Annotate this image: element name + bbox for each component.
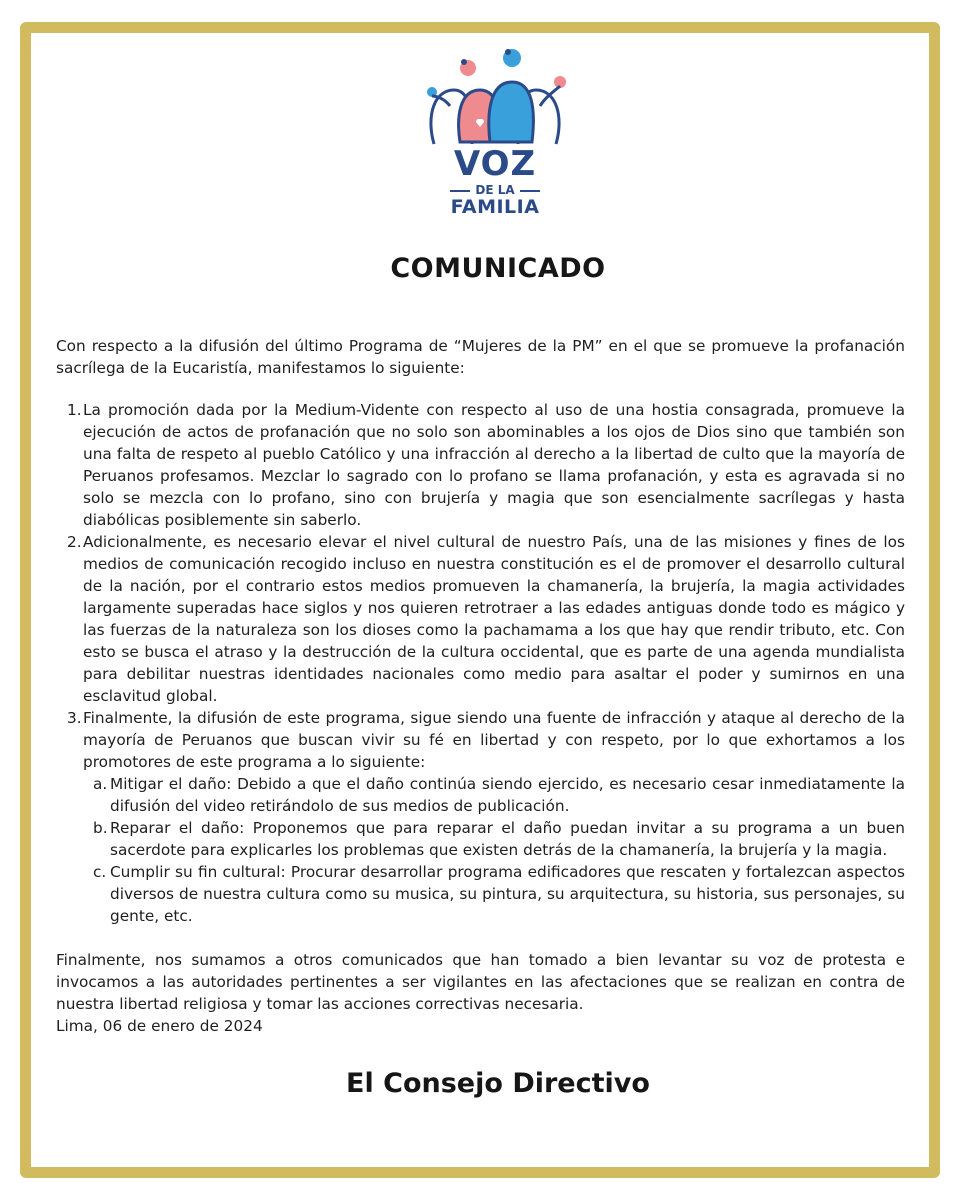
- sublist-item-text: Reparar el daño: Proponemos que para reparar el daño puedan invitar a su programa a un buen sacerdote para explicarles los problemas que existen detrás de la chamanería, la brujería y la magia.: [110, 819, 905, 859]
- signature: El Consejo Directivo: [346, 1068, 650, 1099]
- closing-paragraph: Finalmente, nos sumamos a otros comunicados que han tomado a bien levantar su voz de protesta e invocamos a las autoridades pertinentes a ser vigilantes en las afectaciones que se realizan en contra de nuestra libertad religiosa y tomar las acciones correctivas necesaria.: [56, 951, 905, 1013]
- numbered-list: [56, 399, 905, 927]
- place-and-date: Lima, 06 de enero de 2024: [56, 1017, 263, 1035]
- document-body: [56, 335, 905, 1037]
- sublist-item-text: Cumplir su fin cultural: Procurar desarrollar programa edificadores que rescaten y fortalezcan aspectos diversos de nuestra cultura como su musica, su pintura, su arquitectura, su historia, sus personajes, su gente, etc.: [110, 863, 905, 925]
- list-item: [56, 399, 905, 531]
- list-item: [56, 707, 905, 927]
- list-item: [56, 531, 905, 707]
- family-figures-icon: [420, 46, 570, 146]
- list-number: 3.: [67, 709, 82, 727]
- sublist-item: [83, 861, 905, 927]
- list-number: 2.: [67, 533, 82, 551]
- sublist-letter: c.: [93, 863, 107, 881]
- sublist-letter: b.: [93, 819, 108, 837]
- sublist-item: [83, 773, 905, 817]
- list-item-text: Finalmente, la difusión de este programa, sigue siendo una fuente de infracción y ataque al derecho de la mayoría de Peruanos que buscan vivir su fé en libertad y con respeto, por lo que exhortamos a los promotores de este programa a lo siguiente:: [83, 709, 905, 771]
- sublist-letter: a.: [93, 775, 108, 793]
- list-item-text: Adicionalmente, es necesario elevar el nivel cultural de nuestro País, una de las misiones y fines de los medios de comunicación recogido incluso en nuestra constitución es el de promover el desarrollo cultural de la nación, por el contrario estos medios promueven la chamanería, la brujería, la magia actividades largamente superadas hace siglos y nos quieren retrotraer a las edades antiguas donde todo es mágico y las fuerzas de la naturaleza son los dioses como la pachamama a los que hay que rendir tributo, etc. Con esto se busca el atraso y la destrucción de la cultura occidental, que es parte de una agenda mundialista para debilitar nuestras identidades nacionales como medio para asaltar el poder y sumirnos en una esclavitud global.: [83, 533, 905, 705]
- logo-word-voz: VOZ: [453, 144, 537, 184]
- voz-de-la-familia-logo: [420, 46, 570, 216]
- logo-word-de-la: DE LA: [420, 183, 570, 197]
- document-title: COMUNICADO: [390, 253, 606, 284]
- lettered-sublist: [83, 773, 905, 927]
- intro-paragraph: Con respecto a la difusión del último Programa de “Mujeres de la PM” en el que se promueve la profanación sacrílega de la Eucaristía, manifestamos lo siguiente:: [56, 337, 905, 377]
- logo-word-familia: FAMILIA: [450, 196, 540, 218]
- list-number: 1.: [67, 401, 82, 419]
- sublist-item-text: Mitigar el daño: Debido a que el daño continúa siendo ejercido, es necesario cesar inmediatamente la difusión del video retirándolo de sus medios de publicación.: [110, 775, 905, 815]
- list-item-text: La promoción dada por la Medium-Vidente con respecto al uso de una hostia consagrada, promueve la ejecución de actos de profanación que no solo son abominables a los ojos de Dios sino que también son una falta de respeto al pueblo Católico y una infracción al derecho a la libertad de culto que la mayoría de Peruanos profesamos. Mezclar lo sagrado con lo profano se llama profanación, y esta es agravada si no solo se mezcla con lo profano, sino con brujería y magia que son esencialmente sacrílegas y hasta diabólicas posiblemente sin saberlo.: [83, 401, 905, 529]
- sublist-item: [83, 817, 905, 861]
